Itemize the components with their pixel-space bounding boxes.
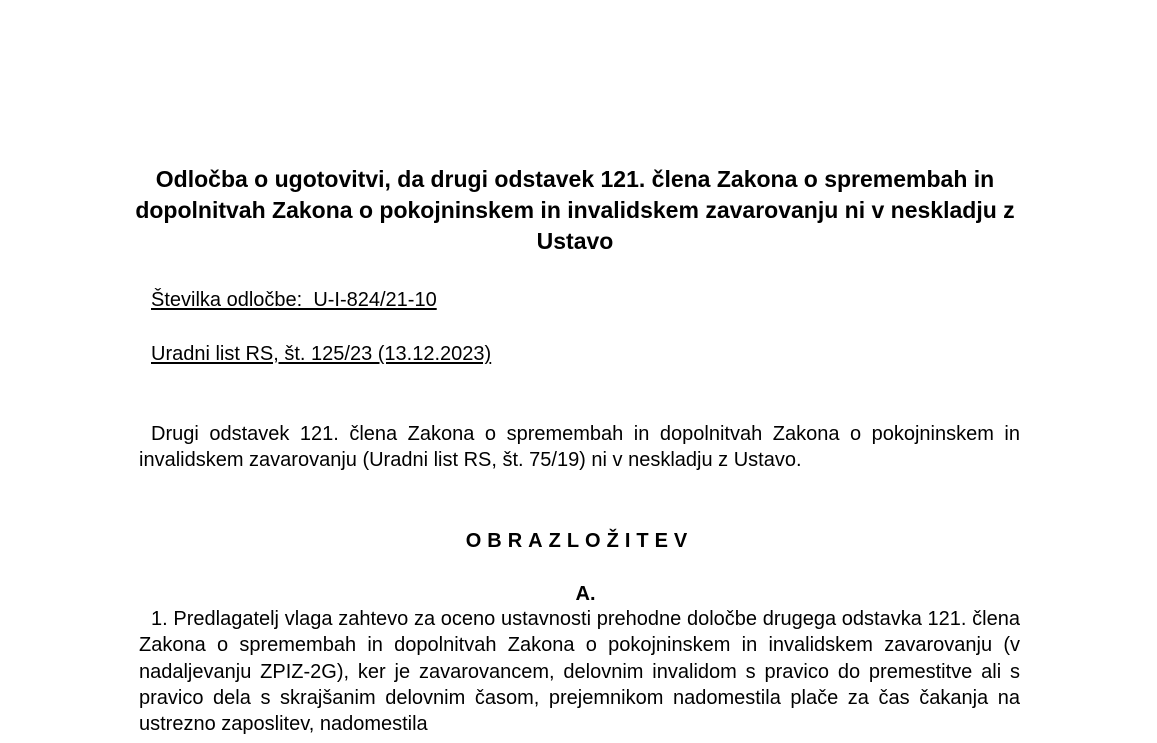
document-title: Odločba o ugotovitvi, da drugi odstavek 121. člena Zakona o spremembah in dopolnitvah Zakona o pokojninskem in invalidskem zavarovanju ni v neskladju z Ustavo (135, 166, 1015, 254)
decision-text-content: Drugi odstavek 121. člena Zakona o spremembah in dopolnitvah Zakona o pokojninskem in invalidskem zavarovanju (Uradni list RS, št. 75/19) ni v neskladju z Ustavo. (139, 423, 1020, 472)
official-gazette-link[interactable]: Uradni list RS, št. 125/23 (13.12.2023) (151, 343, 492, 365)
decision-text (139, 421, 1020, 474)
decision-number-link[interactable]: Številka odločbe: U-I-824/21-10 (151, 289, 437, 311)
paragraph-1-content: 1. Predlagatelj vlaga zahtevo za oceno ustavnosti prehodne določbe drugega odstavka 121. člena Zakona o spremembah in dopolnitvah Zakona o pokojninskem in invalidskem zavarovanju (v nadaljevanju ZPIZ-2G), ker je zavarovancem, delovnim invalidom s pravico do premestitve ali s pravico dela s skrajšanim delovnim časom, prejemnikom nadomestila plače za čas čakanja na ustrezno zaposlitev, nadomestila (139, 608, 1020, 736)
reasoning-heading: OBRAZLOŽITEV (465, 530, 694, 552)
section-heading: A. (575, 583, 596, 605)
paragraph-1 (139, 606, 1020, 737)
